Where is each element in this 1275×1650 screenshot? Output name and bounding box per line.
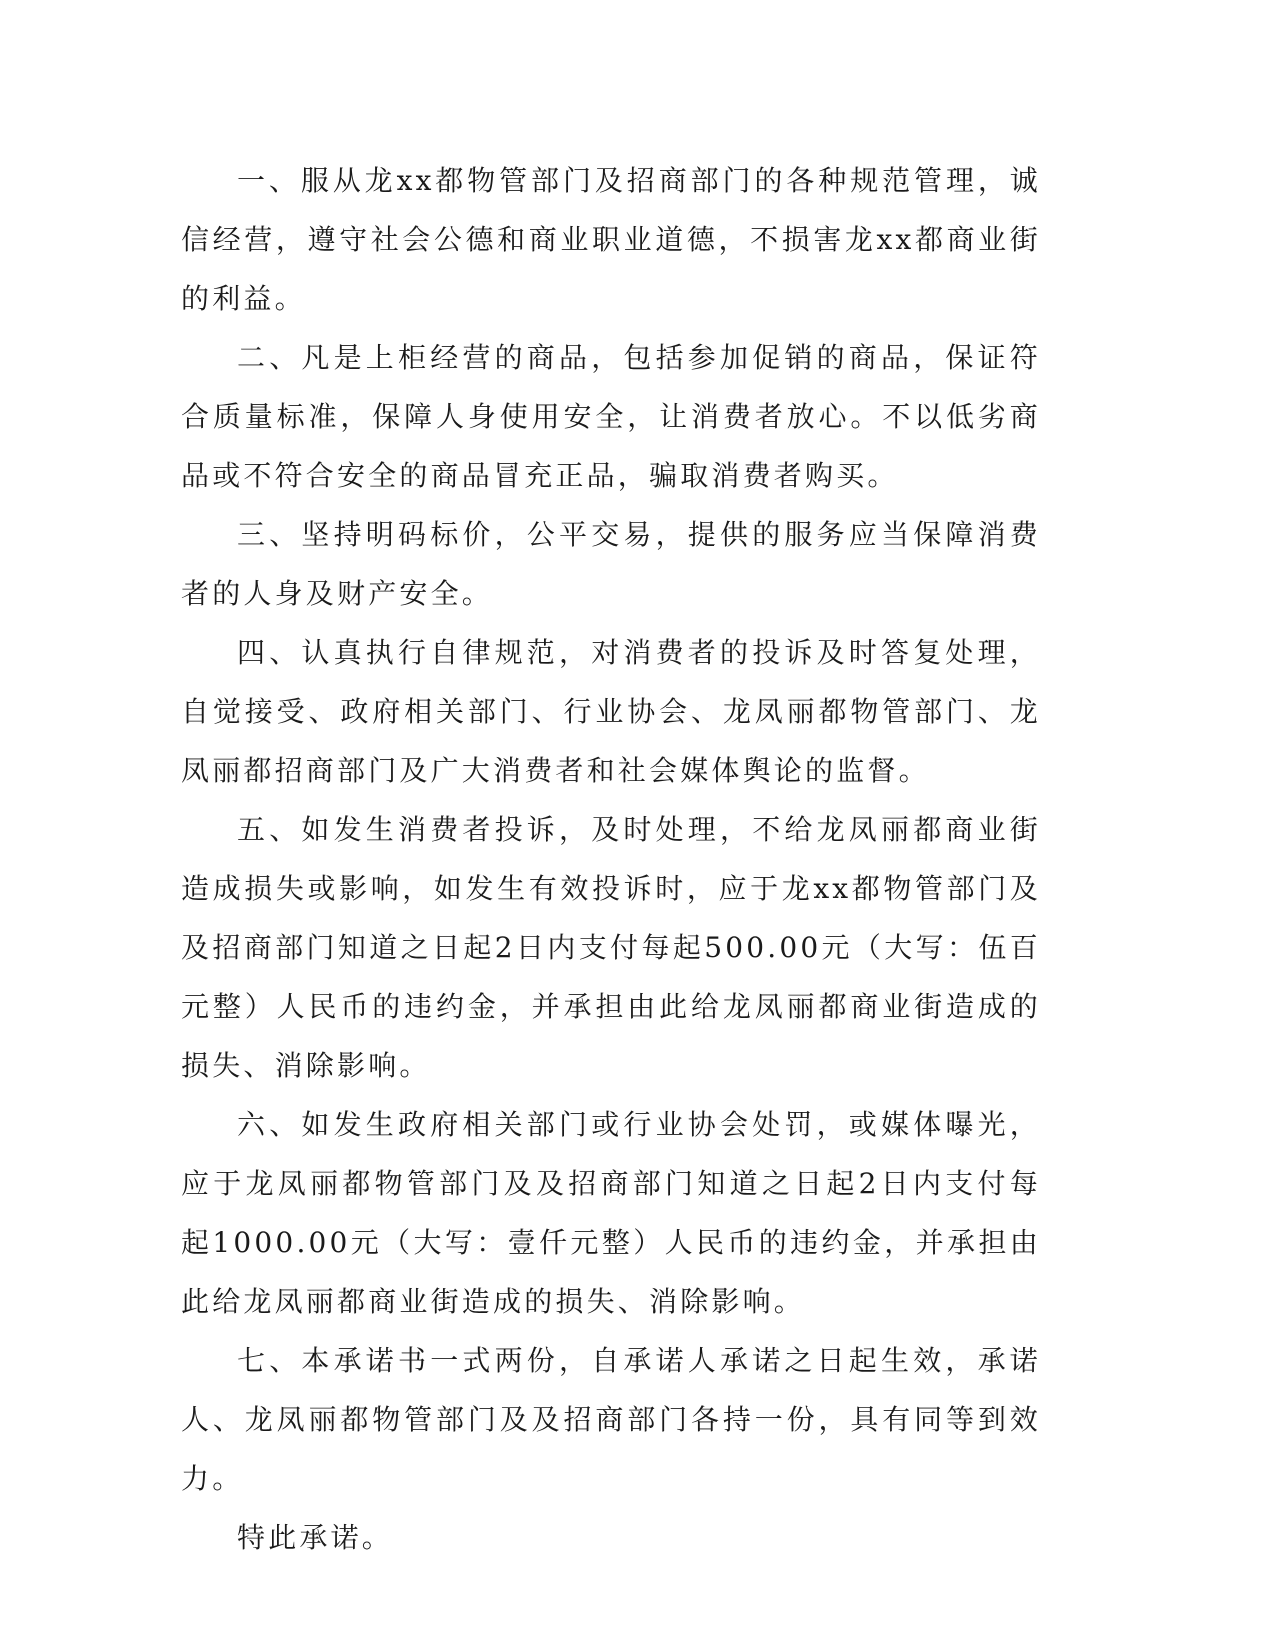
clause-5-paragraph: 五、如发生消费者投诉，及时处理，不给龙凤丽都商业街造成损失或影响，如发生有效投诉时，应于龙xx都物管部门及及招商部门知道之日起2日内支付每起500.00元（大写：伍百元整）人民币的违约金，并承担由此给龙凤丽都商业街造成的损失、消除影响。 bbox=[181, 813, 1041, 1082]
clause-7-paragraph: 七、本承诺书一式两份，自承诺人承诺之日起生效，承诺人、龙凤丽都物管部门及及招商部门各持一份，具有同等到效力。 bbox=[181, 1344, 1041, 1495]
document-body bbox=[181, 151, 1041, 1567]
clause-2-paragraph: 二、凡是上柜经营的商品，包括参加促销的商品，保证符合质量标准，保障人身使用安全，让消费者放心。不以低劣商品或不符合安全的商品冒充正品，骗取消费者购买。 bbox=[181, 341, 1041, 492]
clause-3-paragraph: 三、坚持明码标价，公平交易，提供的服务应当保障消费者的人身及财产安全。 bbox=[181, 518, 1041, 610]
clause-6-paragraph: 六、如发生政府相关部门或行业协会处罚，或媒体曝光，应于龙凤丽都物管部门及及招商部门知道之日起2日内支付每起1000.00元（大写：壹仟元整）人民币的违约金，并承担由此给龙凤丽都商业街造成的损失、消除影响。 bbox=[181, 1108, 1041, 1318]
clause-4-paragraph: 四、认真执行自律规范，对消费者的投诉及时答复处理，自觉接受、政府相关部门、行业协会、龙凤丽都物管部门、龙凤丽都招商部门及广大消费者和社会媒体舆论的监督。 bbox=[181, 636, 1041, 787]
closing-statement: 特此承诺。 bbox=[237, 1521, 394, 1554]
clause-1-paragraph: 一、服从龙xx都物管部门及招商部门的各种规范管理，诚信经营，遵守社会公德和商业职业道德，不损害龙xx都商业街的利益。 bbox=[181, 164, 1041, 315]
